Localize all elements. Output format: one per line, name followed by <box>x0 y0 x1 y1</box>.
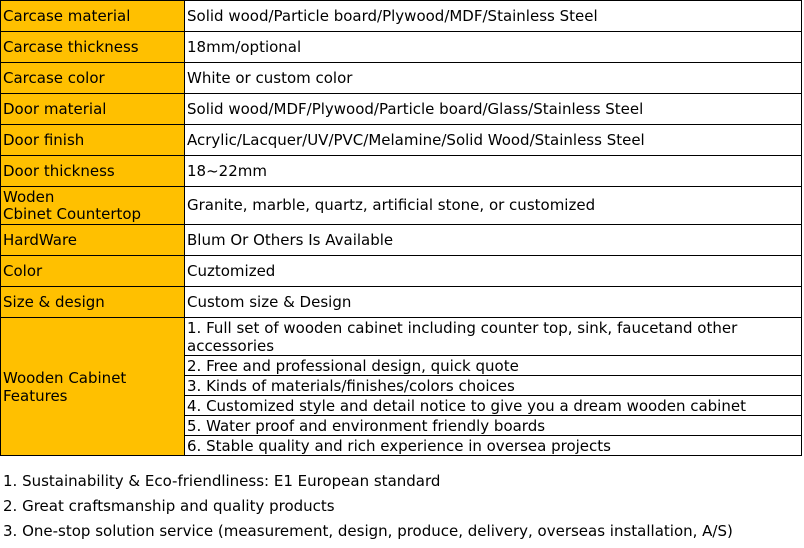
feature-item: 1. Full set of wooden cabinet including counter top, sink, faucetand other accessories <box>185 318 802 356</box>
spec-label: Carcase material <box>1 1 185 32</box>
spec-value: Solid wood/Particle board/Plywood/MDF/Stainless Steel <box>185 1 802 32</box>
spec-row-hardware <box>1 225 802 256</box>
spec-value: Blum Or Others Is Available <box>185 225 802 256</box>
spec-label: Color <box>1 256 185 287</box>
spec-value: Custom size & Design <box>185 287 802 318</box>
spec-row-countertop <box>1 187 802 225</box>
feature-item: 6. Stable quality and rich experience in oversea projects <box>185 436 802 456</box>
spec-label-line: Woden <box>3 187 55 206</box>
spec-label: Door thickness <box>1 156 185 187</box>
spec-label: Size & design <box>1 287 185 318</box>
note-item: 1. Sustainability & Eco-friendliness: E1 European standard <box>3 472 441 490</box>
note-item: 3. One-stop solution service (measurement, design, produce, delivery, overseas installation, A/S) <box>3 522 733 540</box>
spec-row-carcase-thickness <box>1 32 802 63</box>
spec-label: Carcase color <box>1 63 185 94</box>
spec-row-door-thickness <box>1 156 802 187</box>
spec-label: Carcase thickness <box>1 32 185 63</box>
spec-row-door-finish <box>1 125 802 156</box>
spec-value: Solid wood/MDF/Plywood/Particle board/Glass/Stainless Steel <box>185 94 802 125</box>
spec-label: Door finish <box>1 125 185 156</box>
spec-label <box>1 187 185 225</box>
feature-row <box>1 318 802 356</box>
spec-value: Granite, marble, quartz, artificial stone, or customized <box>185 187 802 225</box>
spec-row-carcase-color <box>1 63 802 94</box>
spec-value: Cuztomized <box>185 256 802 287</box>
feature-item: 3. Kinds of materials/finishes/colors choices <box>185 376 802 396</box>
feature-item: 5. Water proof and environment friendly boards <box>185 416 802 436</box>
features-label-line: Wooden Cabinet <box>3 368 127 387</box>
spec-row-color <box>1 256 802 287</box>
spec-label: Door material <box>1 94 185 125</box>
spec-label: HardWare <box>1 225 185 256</box>
spec-row-carcase-material <box>1 1 802 32</box>
notes-list <box>3 469 733 544</box>
spec-value: White or custom color <box>185 63 802 94</box>
note-item: 2. Great craftsmanship and quality products <box>3 497 335 515</box>
features-label-line: Features <box>3 386 68 405</box>
spec-label-line: Cbinet Countertop <box>3 204 142 223</box>
features-label <box>1 318 185 456</box>
spec-row-door-material <box>1 94 802 125</box>
spec-value: 18mm/optional <box>185 32 802 63</box>
feature-item: 2. Free and professional design, quick quote <box>185 356 802 376</box>
spec-row-size-design <box>1 287 802 318</box>
spec-value: 18~22mm <box>185 156 802 187</box>
feature-item: 4. Customized style and detail notice to give you a dream wooden cabinet <box>185 396 802 416</box>
spec-value: Acrylic/Lacquer/UV/PVC/Melamine/Solid Wood/Stainless Steel <box>185 125 802 156</box>
